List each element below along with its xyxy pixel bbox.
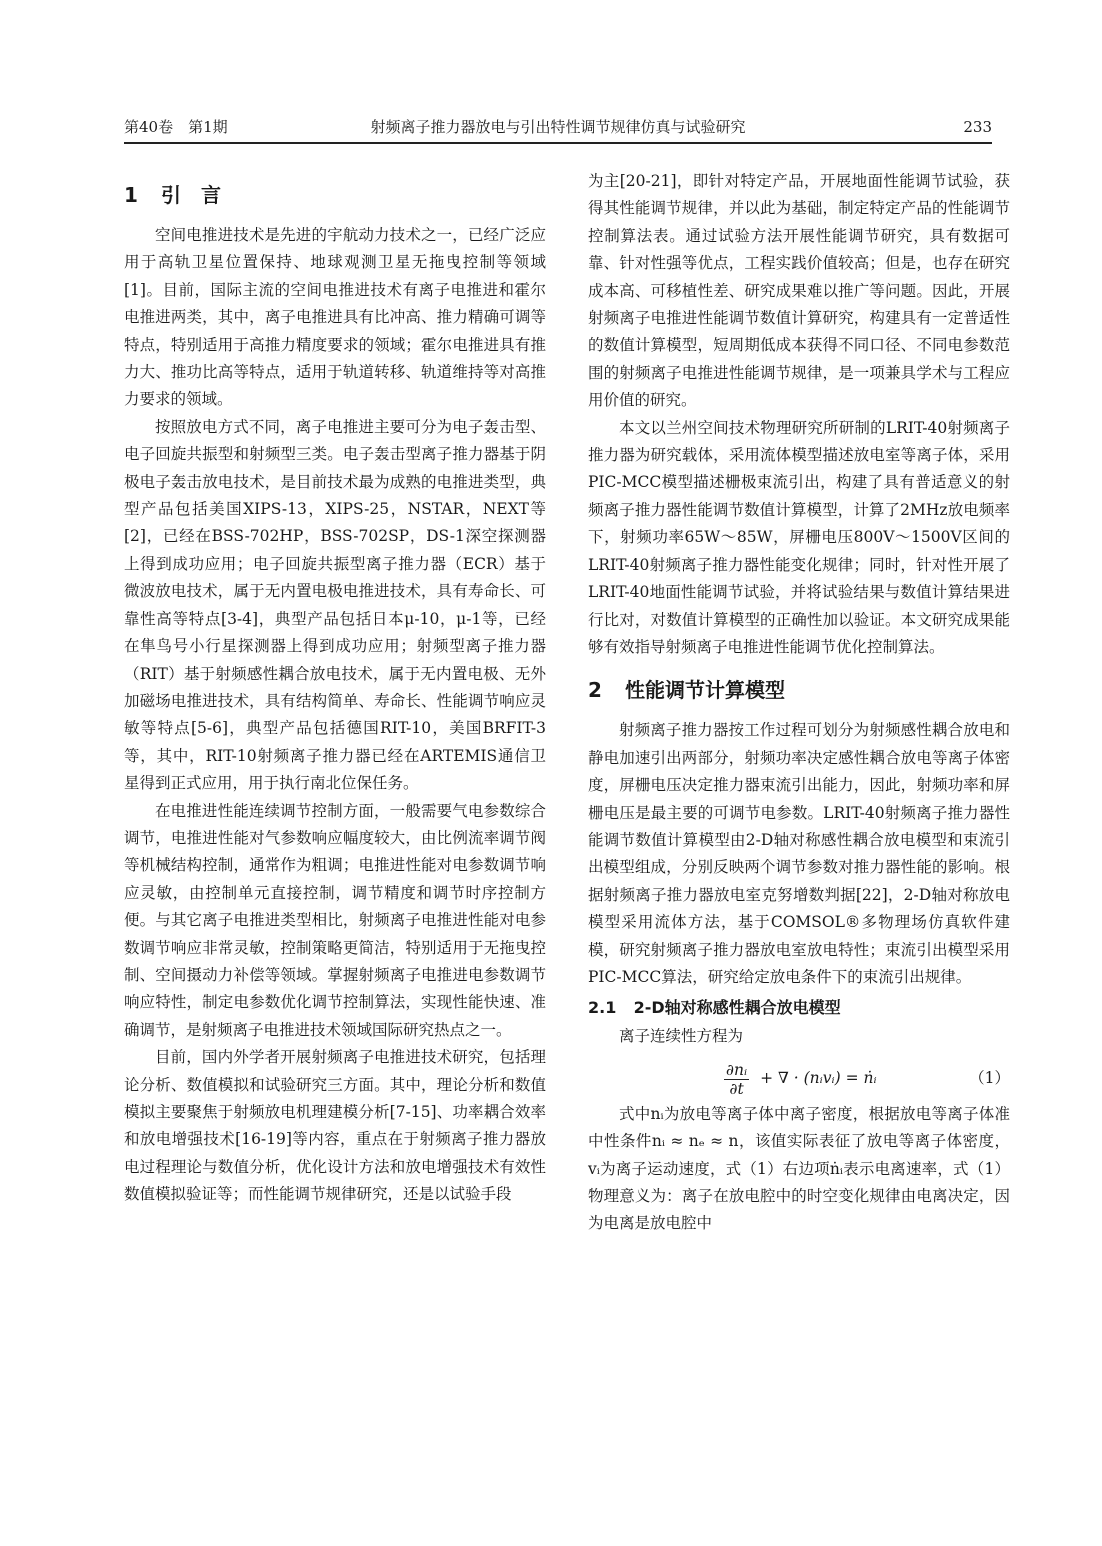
paragraph-continuation: 为主[20-21]，即针对特定产品，开展地面性能调节试验，获得其性能调节规律，并以此为基础，制定特定产品的性能调节控制算法表。通过试验方法开展性能调节研究，具有数据可靠、针对性强等优点，工程实践价值较高；但是，也存在研究成本高、可移植性差、研究成果难以推广等问题。因此，开展射频离子电推进性能调节数值计算研究，构建具有一定普适性的数值计算模型，短周期低成本获得不同口径、不同电参数范围的射频离子电推进性能调节规律，是一项兼具学术与工程应用价值的研究。 [588,172,1010,410]
paragraph: 空间电推进技术是先进的宇航动力技术之一，已经广泛应用于高轨卫星位置保持、地球观测卫星无拖曳控制等领域[1]。目前，国际主流的空间电推进技术有离子电推进和霍尔电推进两类，其中，离子电推进具有比冲高、推力精确可调等特点，特别适用于高推力精度要求的领域；霍尔电推进具有推力大、推功比高等特点，适用于轨道转移、轨道维持等对高推力要求的领域。 [124,226,546,409]
subsection-title: 2-D轴对称感性耦合放电模型 [633,998,841,1018]
right-column [588,168,1010,1238]
subsection-2-1-heading [588,995,1010,1021]
equation-body [724,1061,877,1098]
paragraph: 目前，国内外学者开展射频离子电推进技术研究，包括理论分析、数值模拟和试验研究三方面。其中，理论分析和数值模拟主要聚焦于射频放电机理建模分析[7-15]、功率耦合效率和放电增强技术[16-19]等内容，重点在于射频离子推力器放电过程理论与数值分析，优化设计方法和放电增强技术有效性数值模拟验证等；而性能调节规律研究，还是以试验手段 [124,1048,546,1204]
section-2-heading [588,675,1010,705]
paragraph: 按照放电方式不同，离子电推进主要可分为电子轰击型、电子回旋共振型和射频型三类。电子轰击型离子推力器基于阴极电子轰击放电技术，是目前技术最为成熟的电推进类型，典型产品包括美国XIPS-13，XIPS-25，NSTAR，NEXT等[2]，已经在BSS-702HP，BSS-702SP，DS-1深空探测器上得到成功应用；电子回旋共振型离子推力器（ECR）基于微波放电技术，属于无内置电极电推进技术，具有寿命长、可靠性高等特点[3-4]，典型产品包括日本μ-10，μ-1等，已经在隼鸟号小行星探测器上得到成功应用；射频型离子推力器（RIT）基于射频感性耦合放电技术，属于无内置电极、无外加磁场电推进技术，具有结构简单、寿命长、性能调节响应灵敏等特点[5-6]，典型产品包括德国RIT-10，美国BRFIT-3等，其中，RIT-10射频离子推力器已经在ARTEMIS通信卫星得到正式应用，用于执行南北位保任务。 [124,417,546,793]
left-column [124,168,546,1209]
equation-number: （1） [969,1068,1010,1087]
equation-fraction [724,1061,749,1098]
equation-rest: + ∇ · (nᵢvᵢ) = ṅᵢ [760,1069,877,1088]
header-rule [124,142,992,144]
section-number: 1 [124,183,138,207]
paragraph: 射频离子推力器按工作过程可划分为射频感性耦合放电和静电加速引出两部分，射频功率决定感性耦合放电等离子体密度，屏栅电压决定推力器束流引出能力，因此，射频功率和屏栅电压是最主要的可调节电参数。LRIT-40射频离子推力器性能调节数值计算模型由2-D轴对称感性耦合放电模型和束流引出模型组成，分别反映两个调节参数对推力器性能的影响。根据射频离子推力器放电室克努增数判据[22]，2-D轴对称放电模型采用流体方法，基于COMSOL®多物理场仿真软件建模，研究射频离子推力器放电室放电特性；束流引出模型采用PIC-MCC算法，研究给定放电条件下的束流引出规律。 [588,721,1010,986]
paragraph: 本文以兰州空间技术物理研究所研制的LRIT-40射频离子推力器为研究载体，采用流体模型描述放电室等离子体，采用PIC-MCC模型描述栅极束流引出，构建了具有普适意义的射频离子推力器性能调节数值计算模型，计算了2MHz放电频率下，射频功率65W～85W，屏栅电压800V～1500V区间的LRIT-40射频离子推力器性能变化规律；同时，针对性开展了LRIT-40地面性能调节试验，并将试验结果与数值计算结果进行比对，对数值计算模型的正确性加以验证。本文研究成果能够有效指导射频离子电推进性能调节优化控制算法。 [588,418,1010,656]
fraction-denominator: ∂t [729,1079,744,1098]
paragraph: 式中nᵢ为放电等离子体中离子密度，根据放电等离子体准中性条件nᵢ ≈ nₑ ≈ n，该值实际表征了放电等离子体密度，vᵢ为离子运动速度，式（1）右边项ṅᵢ表示电离速率，式（1）物理意义为：离子在放电腔中的时空变化规律由电离决定，因为电离是放电腔中 [588,1104,1010,1233]
section-title: 性能调节计算模型 [624,678,785,703]
running-title: 射频离子推力器放电与引出特性调节规律仿真与试验研究 [370,118,746,136]
journal-volume-issue: 第40卷 第1期 [124,118,228,136]
fraction-numerator: ∂nᵢ [726,1060,748,1079]
paragraph: 在电推进性能连续调节控制方面，一般需要气电参数综合调节，电推进性能对气参数响应幅度较大，由比例流率调节阀等机械结构控制，通常作为粗调；电推进性能对电参数调节响应灵敏，由控制单元直接控制，调节精度和调节时序控制方便。与其它离子电推进类型相比，射频离子电推进性能对电参数调节响应非常灵敏，控制策略更简洁，特别适用于无拖曳控制、空间摄动力补偿等领域。掌握射频离子电推进电参数调节响应特性，制定电参数优化调节控制算法，实现性能快速、准确调节，是射频离子电推进技术领域国际研究热点之一。 [124,801,546,1039]
section-title: 引 言 [160,183,221,207]
section-1-heading [124,180,546,210]
section-number: 2 [588,678,602,703]
page-number: 233 [963,118,992,136]
equation-intro: 离子连续性方程为 [619,1027,744,1046]
running-header [124,116,992,140]
equation-1 [588,1053,1010,1097]
subsection-number: 2.1 [588,998,617,1018]
